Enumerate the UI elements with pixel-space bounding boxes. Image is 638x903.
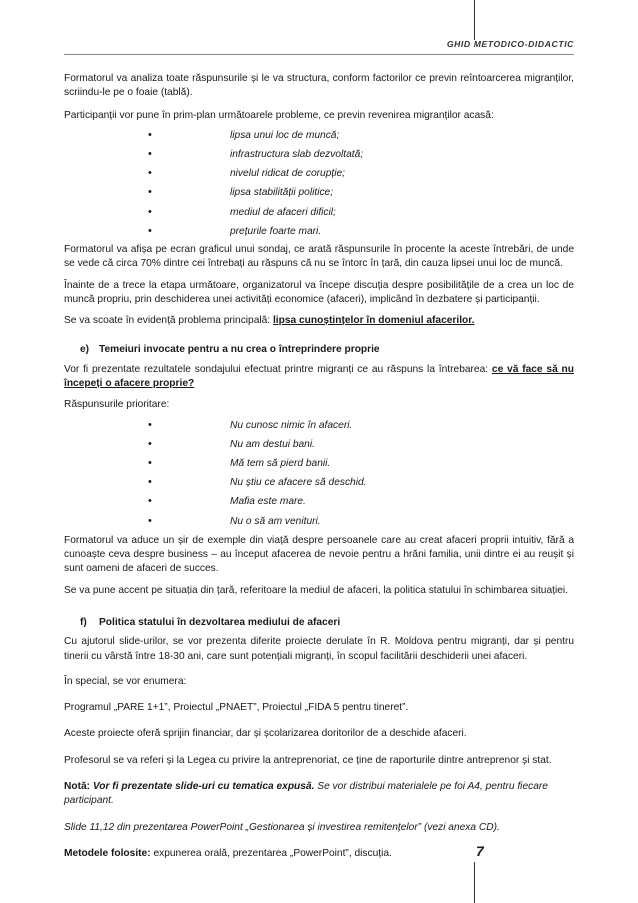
- list-item: • prețurile foarte mari.: [64, 222, 574, 241]
- list-item: • Mafia este mare.: [64, 492, 574, 511]
- section-e-title: Temeiuri invocate pentru a nu crea o întreprindere proprie: [99, 343, 380, 355]
- note-emphasis: Vor fi prezentate slide-uri cu tematica expusă.: [92, 781, 315, 793]
- paragraph-survey-question: [64, 363, 574, 392]
- section-f-title: Politica statului în dezvoltarea mediului de afaceri: [99, 617, 341, 628]
- paragraph-discussion: Înainte de a trece la etapa următoare, organizatorul va începe discuția despre posibilitățile de a crea un loc de muncă propriu, prin deschiderea unei activități economice (afaceri), implicând în dezbatere și participanții.: [64, 279, 574, 305]
- header-rule: [64, 54, 574, 55]
- paragraph-note: [64, 780, 574, 809]
- survey-question-highlight: ce vă face să nu începeți o afacere proprie?: [64, 363, 574, 390]
- bottom-margin-line: [474, 862, 475, 903]
- section-e-label: e): [80, 343, 90, 355]
- paragraph-problems-intro: Participanții vor pune în prim-plan următoarele probleme, ce previn revenirea migranților acasă:: [64, 109, 494, 121]
- note-label: Notă:: [64, 781, 93, 793]
- paragraph-enumerate: În special, se vor enumera:: [64, 675, 187, 687]
- list-item: • lipsa unui loc de muncă;: [64, 126, 574, 145]
- list-item: • Mă tem să pierd banii.: [64, 454, 574, 473]
- paragraph-situation: Se va pune accent pe situația din țară, referitoare la mediul de afaceri, la politica statului în schimbarea situației.: [64, 584, 568, 596]
- running-header: GHID METODICO-DIDACTIC: [446, 39, 574, 49]
- answers-list: [64, 416, 574, 531]
- paragraph-slides: Slide 11,12 din prezentarea PowerPoint „Gestionarea și investirea remitențelor” (vezi anexa CD).: [64, 821, 500, 833]
- list-item: • Nu cunosc nimic în afaceri.: [64, 416, 574, 435]
- page-body: [64, 72, 574, 861]
- paragraph-programs: Programul „PARE 1+1”, Proiectul „PNAET”, Proiectul „FIDA 5 pentru tineret”.: [64, 702, 409, 714]
- paragraph-support: Aceste proiecte oferă sprijin financiar, dar și școlarizarea doritorilor de a deschide afaceri.: [64, 728, 467, 740]
- paragraph-methods: [64, 847, 574, 861]
- paragraph-main-problem: [64, 314, 574, 328]
- list-item: • lipsa stabilității politice;: [64, 183, 574, 202]
- list-item: • Nu știu ce afacere să deschid.: [64, 473, 574, 492]
- section-f-label: f): [80, 617, 87, 628]
- paragraph-law: Profesorul se va referi și la Legea cu privire la antreprenoriat, ce ține de raporturile dintre antreprenor și stat.: [64, 754, 552, 766]
- section-f-heading: [64, 616, 574, 630]
- methods-label: Metodele folosite:: [64, 847, 151, 859]
- section-e-heading: [64, 343, 574, 357]
- list-item: • Nu o să am venituri.: [64, 512, 574, 531]
- page-number: 7: [476, 843, 484, 859]
- paragraph-analysis: Formatorul va analiza toate răspunsurile și le va structura, conform factorilor ce previn reîntoarcerea migranților, scriindu-le pe o foaie (tablă).: [64, 73, 574, 99]
- note-text: Se vor distribui materialele pe foi A4, pentru fiecare participant.: [64, 781, 548, 807]
- main-problem-highlight: lipsa cunoștințelor în domeniul afacerilor.: [272, 315, 475, 327]
- survey-question-intro: Vor fi prezentate rezultatele sondajului efectuat printre migranți ce au răspuns la întrebarea:: [64, 363, 492, 375]
- paragraph-survey: Formatorul va afișa pe ecran graficul unui sondaj, ce arată răspunsurile în procente la aceste întrebări, de unde se vede că circa 70% dintre cei întrebați au răspuns că nu se întorc în țară, din cauza lipsei unui loc de muncă.: [64, 244, 574, 270]
- problems-list: [64, 126, 574, 241]
- list-item: • Nu am destui bani.: [64, 435, 574, 454]
- top-margin-line: [474, 0, 475, 40]
- paragraph-answers-intro: Răspunsurile prioritare:: [64, 399, 170, 411]
- list-item: • nivelul ridicat de corupție;: [64, 164, 574, 183]
- list-item: • infrastructura slab dezvoltată;: [64, 145, 574, 164]
- main-problem-intro: Se va scoate în evidență problema principală:: [64, 315, 273, 327]
- methods-text: expunerea orală, prezentarea „PowerPoint”, discuția.: [150, 847, 392, 859]
- paragraph-examples: Formatorul va aduce un șir de exemple din viață despre persoanele care au creat afaceri proprii intuitiv, fără a cunoaște ceva despre business – au început afacerea de nevoie pentru a hrăni familia, unii dintre ei au reușit și sunt oameni de afaceri de succes.: [64, 534, 574, 575]
- list-item: • mediul de afaceri dificil;: [64, 203, 574, 222]
- paragraph-projects: Cu ajutorul slide-urilor, se vor prezenta diferite proiecte derulate în R. Moldova pentru migranți, dar și pentru tinerii cu vârstă între 18-30 ani, care sunt potențiali migranți, în scopul facilitării deschiderii unei afaceri.: [64, 636, 574, 662]
